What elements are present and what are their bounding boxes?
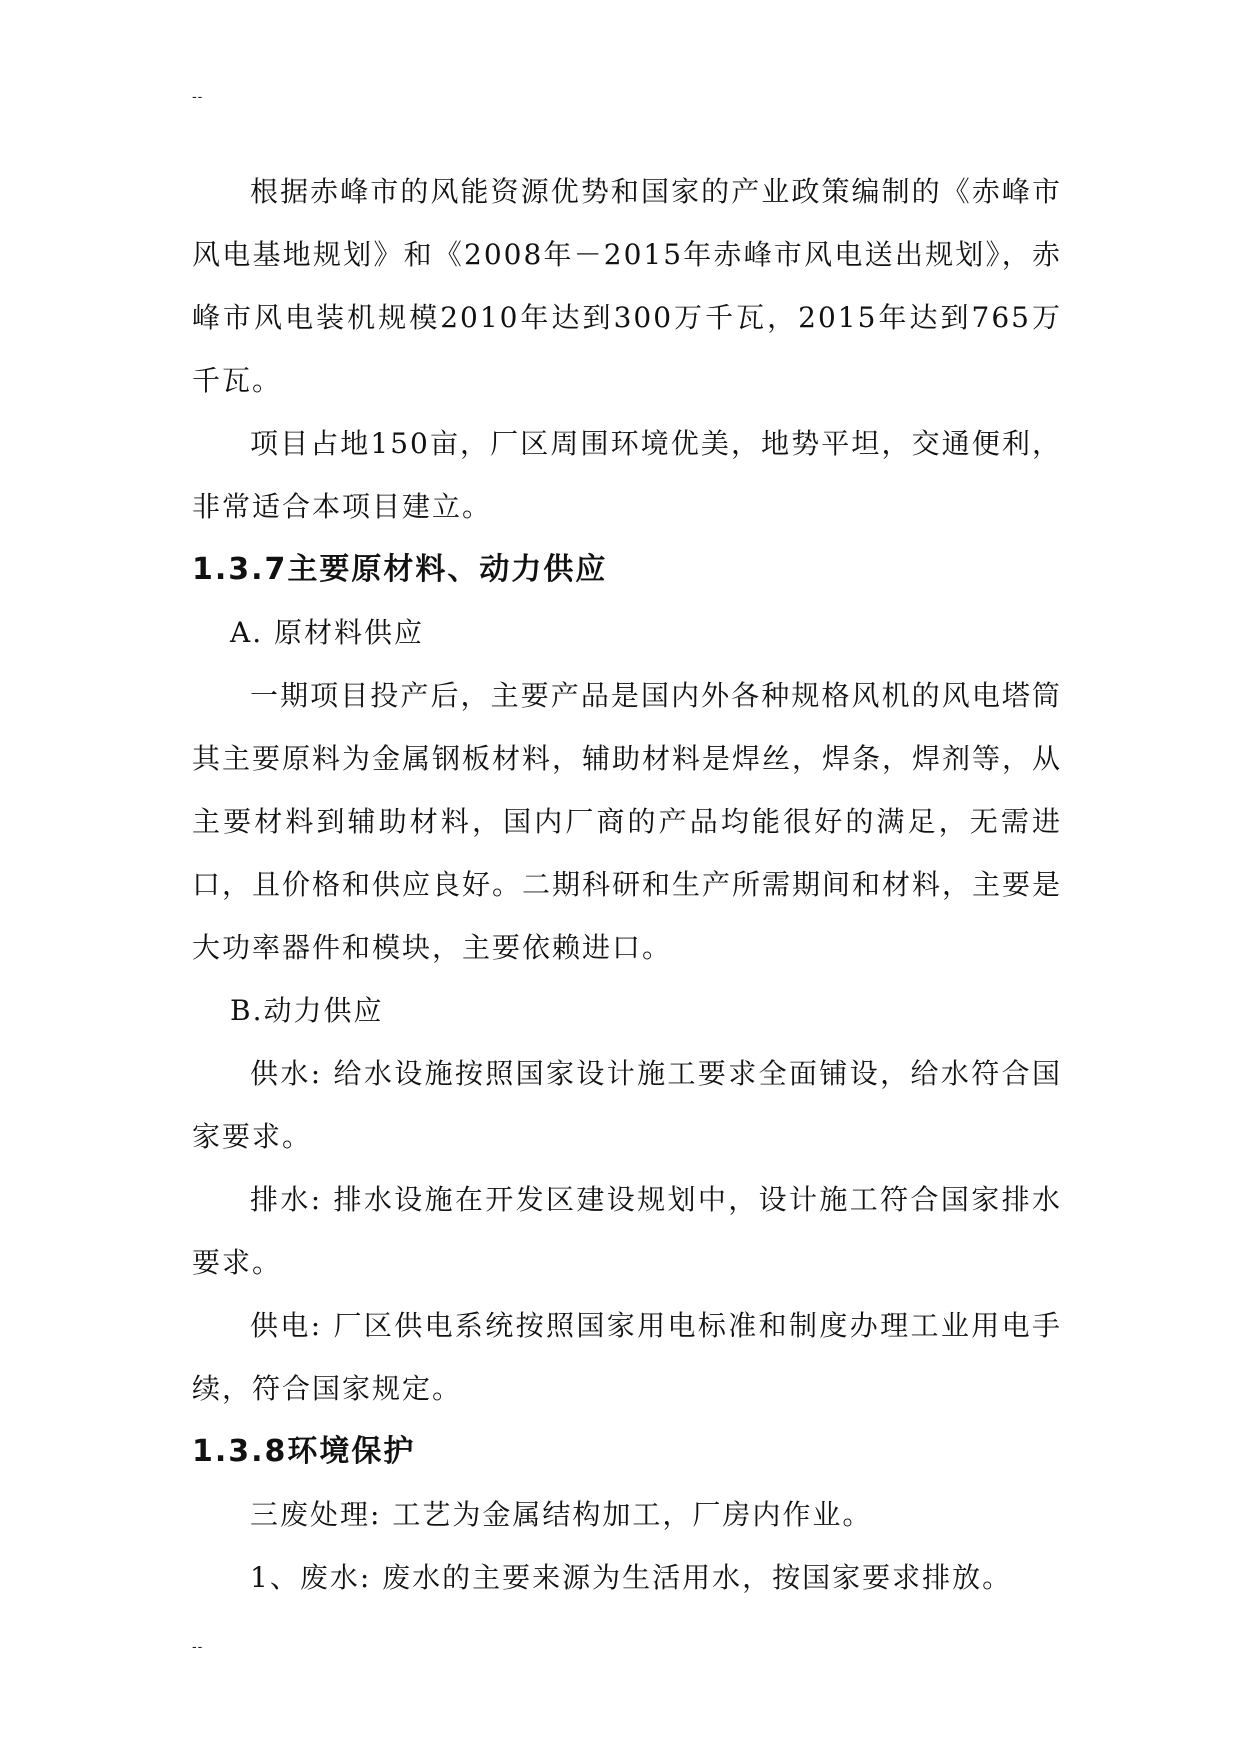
subheading-power-supply: B.动力供应 (230, 994, 384, 1027)
paragraph-site-area: 项目占地150亩，厂区周围环境优美，地势平坦，交通便利，非常适合本项目建立。 (192, 427, 1062, 523)
section-heading-materials: 1.3.7主要原材料、动力供应 (192, 552, 608, 587)
paragraph-waste-intro: 三废处理: 工艺为金属结构加工，厂房内作业。 (250, 1498, 873, 1531)
paragraph-drainage: 排水: 排水设施在开发区建设规划中，设计施工符合国家排水要求。 (192, 1183, 1062, 1279)
subheading-raw-materials: A. 原材料供应 (230, 616, 425, 649)
header-mark: -- (192, 88, 204, 104)
paragraph-electricity: 供电: 厂区供电系统按照国家用电标准和制度办理工业用电手续，符合国家规定。 (192, 1309, 1062, 1405)
paragraph-water-supply: 供水: 给水设施按照国家设计施工要求全面铺设，给水符合国家要求。 (192, 1057, 1062, 1153)
section-heading-environment: 1.3.8环境保护 (192, 1434, 416, 1469)
paragraph-wind-planning: 根据赤峰市的风能资源优势和国家的产业政策编制的《赤峰市风电基地规划》和《2008年－2015年赤峰市风电送出规划》，赤峰市风电装机规模2010年达到300万千瓦，2015年达到765万千瓦。 (192, 175, 1062, 397)
paragraph-waste-water: 1、废水: 废水的主要来源为生活用水，按国家要求排放。 (250, 1561, 1013, 1594)
paragraph-raw-materials: 一期项目投产后，主要产品是国内外各种规格风机的风电塔筒其主要原料为金属钢板材料，辅助材料是焊丝，焊条，焊剂等，从主要材料到辅助材料，国内厂商的产品均能很好的满足，无需进口，且价格和供应良好。二期科研和生产所需期间和材料，主要是大功率器件和模块，主要依赖进口。 (192, 679, 1063, 964)
document-body (192, 160, 1062, 1609)
footer-mark: -- (192, 1638, 204, 1654)
